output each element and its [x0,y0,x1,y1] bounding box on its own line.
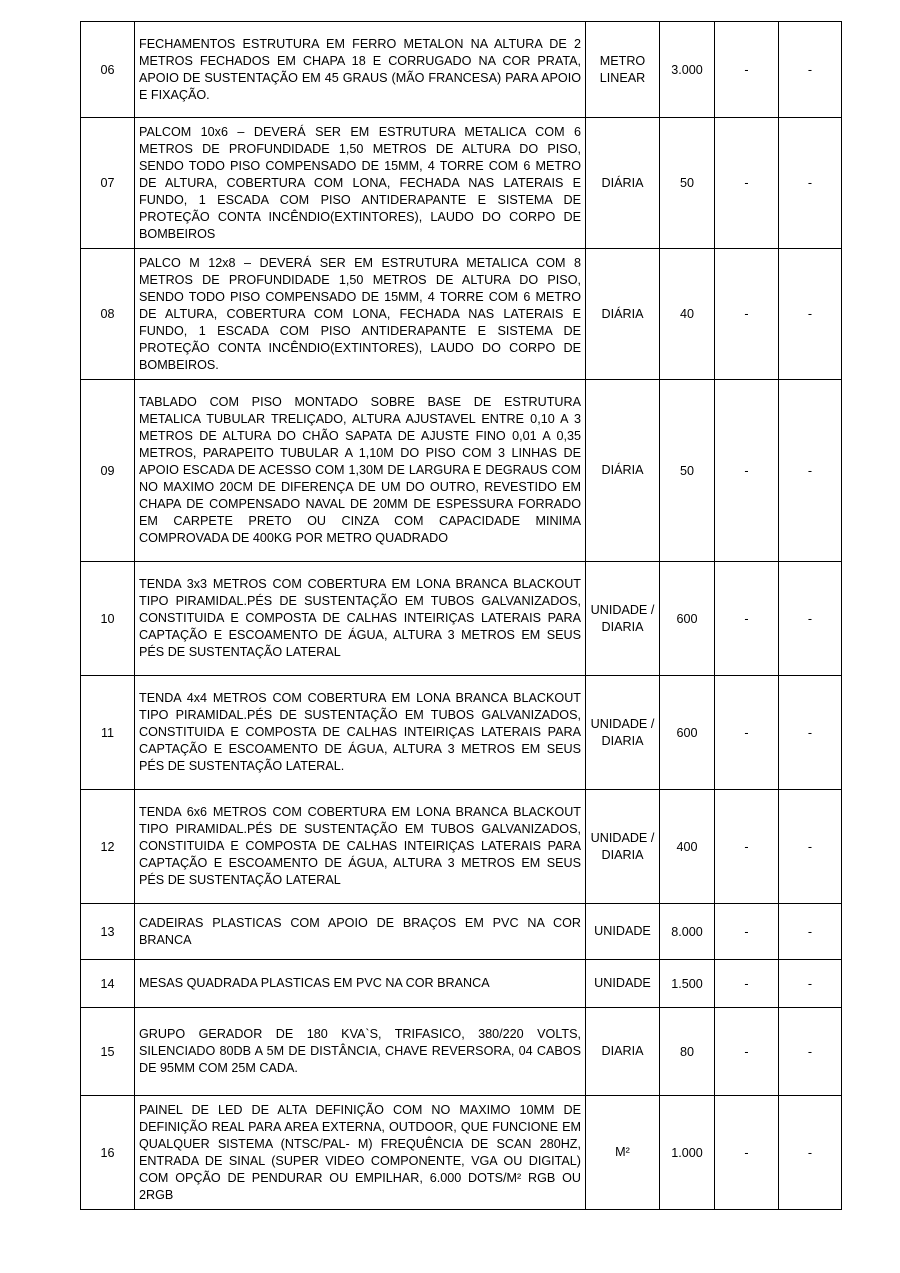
table-row [81,249,842,380]
item-quantity: 50 [660,118,715,249]
item-description: PAINEL DE LED DE ALTA DEFINIÇÃO COM NO MAXIMO 10MM DE DEFINIÇÃO REAL PARA AREA EXTERNA, OUTDOOR, QUE FUNCIONE EM QUALQUER SISTEMA (NTSC/PAL- M) FREQUÊNCIA DE SCAN 280HZ, ENTRADA DE SINAL (SUPER VIDEO COMPONENTE, VGA OU DIGITAL) COM OPÇÃO DE PENDURAR OU EMPILHAR, 6.000 DOTS/M² RGB OU 2RGB [135,1096,586,1210]
item-quantity: 40 [660,249,715,380]
item-quantity: 600 [660,562,715,676]
item-total-price: - [779,1008,842,1096]
item-total-price: - [779,1096,842,1210]
item-total-price: - [779,249,842,380]
item-description: TENDA 6x6 METROS COM COBERTURA EM LONA BRANCA BLACKOUT TIPO PIRAMIDAL.PÉS DE SUSTENTAÇÃO EM TUBOS GALVANIZADOS, CONSTITUIDA E COMPOSTA DE CALHAS INTEIRIÇAS LATERAIS PARA CAPTAÇÃO E ESCOAMENTO DE ÁGUA, ALTURA 3 METROS EM SEUS PÉS DE SUSTENTAÇÃO LATERAL [135,790,586,904]
item-unit: DIÁRIA [586,249,660,380]
item-number: 12 [81,790,135,904]
item-total-price: - [779,676,842,790]
item-quantity: 50 [660,380,715,562]
item-unit: DIARIA [586,1008,660,1096]
item-unit-price: - [715,249,779,380]
table-row [81,380,842,562]
item-description: FECHAMENTOS ESTRUTURA EM FERRO METALON NA ALTURA DE 2 METROS FECHADOS EM CHAPA 18 E CORRUGADO NA COR PRATA, APOIO DE SUSTENTAÇÃO EM 45 GRAUS (MÃO FRANCESA) PARA APOIO E FIXAÇÃO. [135,22,586,118]
item-unit: UNIDADE [586,960,660,1008]
item-description: MESAS QUADRADA PLASTICAS EM PVC NA COR BRANCA [135,960,586,1008]
table-row [81,1008,842,1096]
item-total-price: - [779,118,842,249]
item-total-price: - [779,904,842,960]
item-description: TENDA 3x3 METROS COM COBERTURA EM LONA BRANCA BLACKOUT TIPO PIRAMIDAL.PÉS DE SUSTENTAÇÃO EM TUBOS GALVANIZADOS, CONSTITUIDA E COMPOSTA DE CALHAS INTEIRIÇAS LATERAIS PARA CAPTAÇÃO E ESCOAMENTO DE ÁGUA, ALTURA 3 METROS EM SEUS PÉS DE SUSTENTAÇÃO LATERAL [135,562,586,676]
item-unit: DIÁRIA [586,118,660,249]
item-unit: UNIDADE / DIARIA [586,562,660,676]
item-unit: M² [586,1096,660,1210]
item-number: 08 [81,249,135,380]
item-unit-price: - [715,1008,779,1096]
item-total-price: - [779,790,842,904]
item-unit: UNIDADE [586,904,660,960]
item-number: 11 [81,676,135,790]
item-unit-price: - [715,904,779,960]
item-unit-price: - [715,1096,779,1210]
table-row [81,1096,842,1210]
item-number: 10 [81,562,135,676]
table-row [81,960,842,1008]
item-number: 14 [81,960,135,1008]
item-quantity: 1.000 [660,1096,715,1210]
item-total-price: - [779,960,842,1008]
item-unit: UNIDADE / DIARIA [586,790,660,904]
item-quantity: 3.000 [660,22,715,118]
item-number: 15 [81,1008,135,1096]
item-description: CADEIRAS PLASTICAS COM APOIO DE BRAÇOS EM PVC NA COR BRANCA [135,904,586,960]
item-unit: UNIDADE / DIARIA [586,676,660,790]
item-number: 07 [81,118,135,249]
item-description: TABLADO COM PISO MONTADO SOBRE BASE DE ESTRUTURA METALICA TUBULAR TRELIÇADO, ALTURA AJUSTAVEL ENTRE 0,10 A 3 METROS DE ALTURA DO CHÃO SAPATA DE AJUSTE FINO 0,01 A 0,35 METROS, PARAPEITO TUBULAR A 1,10M DO PISO COM 3 LINHAS DE APOIO ESCADA DE ACESSO COM 1,30M DE LARGURA E DEGRAUS COM NO MAXIMO 20CM DE DIFERENÇA DE UM DO OUTRO, REVESTIDO EM CHAPA DE COMPENSADO NAVAL DE 20MM DE ESPESSURA FORRADO EM CARPETE PRETO OU CINZA COM CAPACIDADE MINIMA COMPROVADA DE 400KG POR METRO QUADRADO [135,380,586,562]
item-description: PALCO M 12x8 – DEVERÁ SER EM ESTRUTURA METALICA COM 8 METROS DE PROFUNDIDADE 1,50 METROS DE ALTURA DO PISO, SENDO TODO PISO COMPENSADO DE 15MM, 4 TORRE COM 6 METRO DE ALTURA, COBERTURA COM LONA, FECHADA NAS LATERAIS E FUNDO, 1 ESCADA COM PISO ANTIDERAPANTE E SISTEMA DE PROTEÇÃO CONTA INCÊNDIO(EXTINTORES), LAUDO DO CORPO DE BOMBEIROS. [135,249,586,380]
item-total-price: - [779,562,842,676]
item-quantity: 8.000 [660,904,715,960]
table-row [81,22,842,118]
table-row [81,790,842,904]
item-quantity: 400 [660,790,715,904]
item-unit-price: - [715,380,779,562]
item-number: 06 [81,22,135,118]
item-unit-price: - [715,960,779,1008]
item-unit-price: - [715,118,779,249]
items-table [80,21,842,1210]
item-description: PALCOM 10x6 – DEVERÁ SER EM ESTRUTURA METALICA COM 6 METROS DE PROFUNDIDADE 1,50 METROS DE ALTURA DO PISO, SENDO TODO PISO COMPENSADO DE 15MM, 4 TORRE COM 6 METRO DE ALTURA, COBERTURA COM LONA, FECHADA NAS LATERAIS E FUNDO, 1 ESCADA COM PISO ANTIDERAPANTE E SISTEMA DE PROTEÇÃO CONTA INCÊNDIO(EXTINTORES), LAUDO DO CORPO DE BOMBEIROS [135,118,586,249]
item-unit-price: - [715,22,779,118]
item-description: GRUPO GERADOR DE 180 KVA`S, TRIFASICO, 380/220 VOLTS, SILENCIADO 80DB A 5M DE DISTÂNCIA, CHAVE REVERSORA, 04 CABOS DE 95MM COM 25M CADA. [135,1008,586,1096]
item-quantity: 80 [660,1008,715,1096]
item-quantity: 1.500 [660,960,715,1008]
item-quantity: 600 [660,676,715,790]
item-number: 13 [81,904,135,960]
table-row [81,904,842,960]
item-total-price: - [779,22,842,118]
item-description: TENDA 4x4 METROS COM COBERTURA EM LONA BRANCA BLACKOUT TIPO PIRAMIDAL.PÉS DE SUSTENTAÇÃO EM TUBOS GALVANIZADOS, CONSTITUIDA E COMPOSTA DE CALHAS INTEIRIÇAS LATERAIS PARA CAPTAÇÃO E ESCOAMENTO DE ÁGUA, ALTURA 3 METROS EM SEUS PÉS DE SUSTENTAÇÃO LATERAL. [135,676,586,790]
item-unit: DIÁRIA [586,380,660,562]
item-unit-price: - [715,562,779,676]
item-total-price: - [779,380,842,562]
item-number: 16 [81,1096,135,1210]
item-unit-price: - [715,676,779,790]
table-row [81,562,842,676]
item-number: 09 [81,380,135,562]
table-row [81,676,842,790]
item-unit: METRO LINEAR [586,22,660,118]
item-unit-price: - [715,790,779,904]
table-row [81,118,842,249]
